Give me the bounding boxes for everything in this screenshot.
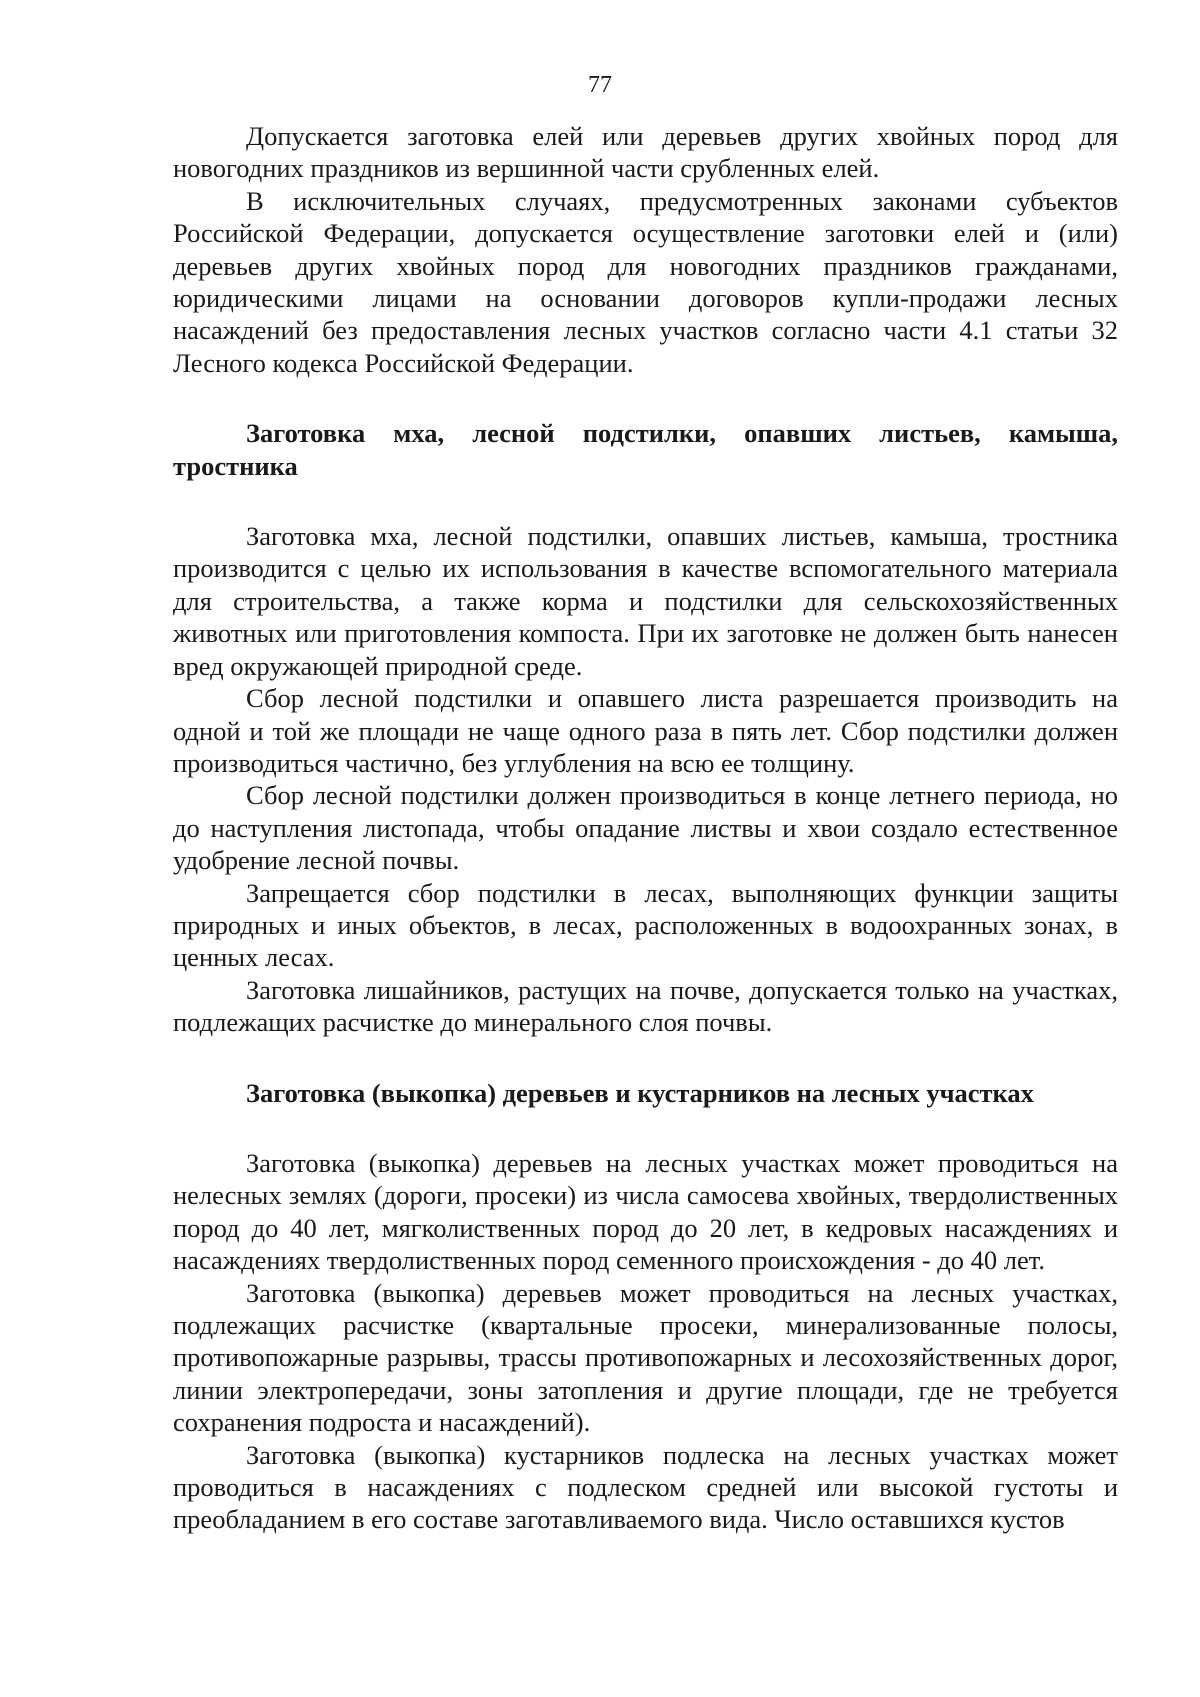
paragraph: Заготовка лишайников, растущих на почве, допускается только на участках, подлежащих расчистке до минерального слоя почвы. [173, 974, 1118, 1038]
paragraph: Сбор лесной подстилки должен производиться в конце летнего периода, но до наступления листопада, чтобы опадание листвы и хвои создало естественное удобрение лесной почвы. [173, 780, 1118, 876]
paragraph: Заготовка (выкопка) деревьев может проводиться на лесных участках, подлежащих расчистке (квартальные просеки, минерализованные полосы, противопожарные разрывы, трассы противопожарных и лесохозяйственных дорог, линии электропередачи, зоны затопления и другие площади, где не требуется сохранения подроста и насаждений). [173, 1277, 1118, 1438]
section-heading-moss: Заготовка мха, лесной подстилки, опавших листьев, камыша, тростника [173, 418, 1118, 481]
paragraph: В исключительных случаях, предусмотренных законами субъектов Российской Федерации, допускается осуществление заготовки елей и (или) деревьев других хвойных пород для новогодних праздников гражданами, юридическими лицами на основании договоров купли-продажи лесных насаждений без предоставления лесных участков согласно части 4.1 статьи 32 Лесного кодекса Российской Федерации. [173, 185, 1118, 378]
page-number: 77 [588, 72, 612, 98]
section-heading-trees: Заготовка (выкопка) деревьев и кустарников на лесных участках [246, 1077, 1034, 1108]
paragraph: Заготовка (выкопка) деревьев на лесных участках может проводиться на нелесных землях (дороги, просеки) из числа самосева хвойных, твердолиственных пород до 40 лет, мягколиственных пород до 20 лет, в кедровых насаждениях и насаждениях твердолиственных пород семенного происхождения - до 40 лет. [173, 1147, 1118, 1276]
paragraph: Заготовка мха, лесной подстилки, опавших листьев, камыша, тростника производится с целью их использования в качестве вспомогательного материала для строительства, а также корма и подстилки для сельскохозяйственных животных или приготовления компоста. При их заготовке не должен быть нанесен вред окружающей природной среде. [173, 521, 1118, 681]
paragraph: Запрещается сбор подстилки в лесах, выполняющих функции защиты природных и иных объектов, в лесах, расположенных в водоохранных зонах, в ценных лесах. [173, 877, 1118, 973]
paragraph: Сбор лесной подстилки и опавшего листа разрешается производить на одной и той же площади не чаще одного раза в пять лет. Сбор подстилки должен производиться частично, без углубления на всю ее толщину. [173, 683, 1118, 778]
document-body [173, 120, 1118, 1536]
paragraph: Допускается заготовка елей или деревьев других хвойных пород для новогодних праздников из вершинной части срубленных елей. [173, 121, 1118, 184]
paragraph: Заготовка (выкопка) кустарников подлеска на лесных участках может проводиться в насаждениях с подлеском средней или высокой густоты и преобладанием в его составе заготавливаемого вида. Число оставшихся кустов [173, 1439, 1118, 1535]
